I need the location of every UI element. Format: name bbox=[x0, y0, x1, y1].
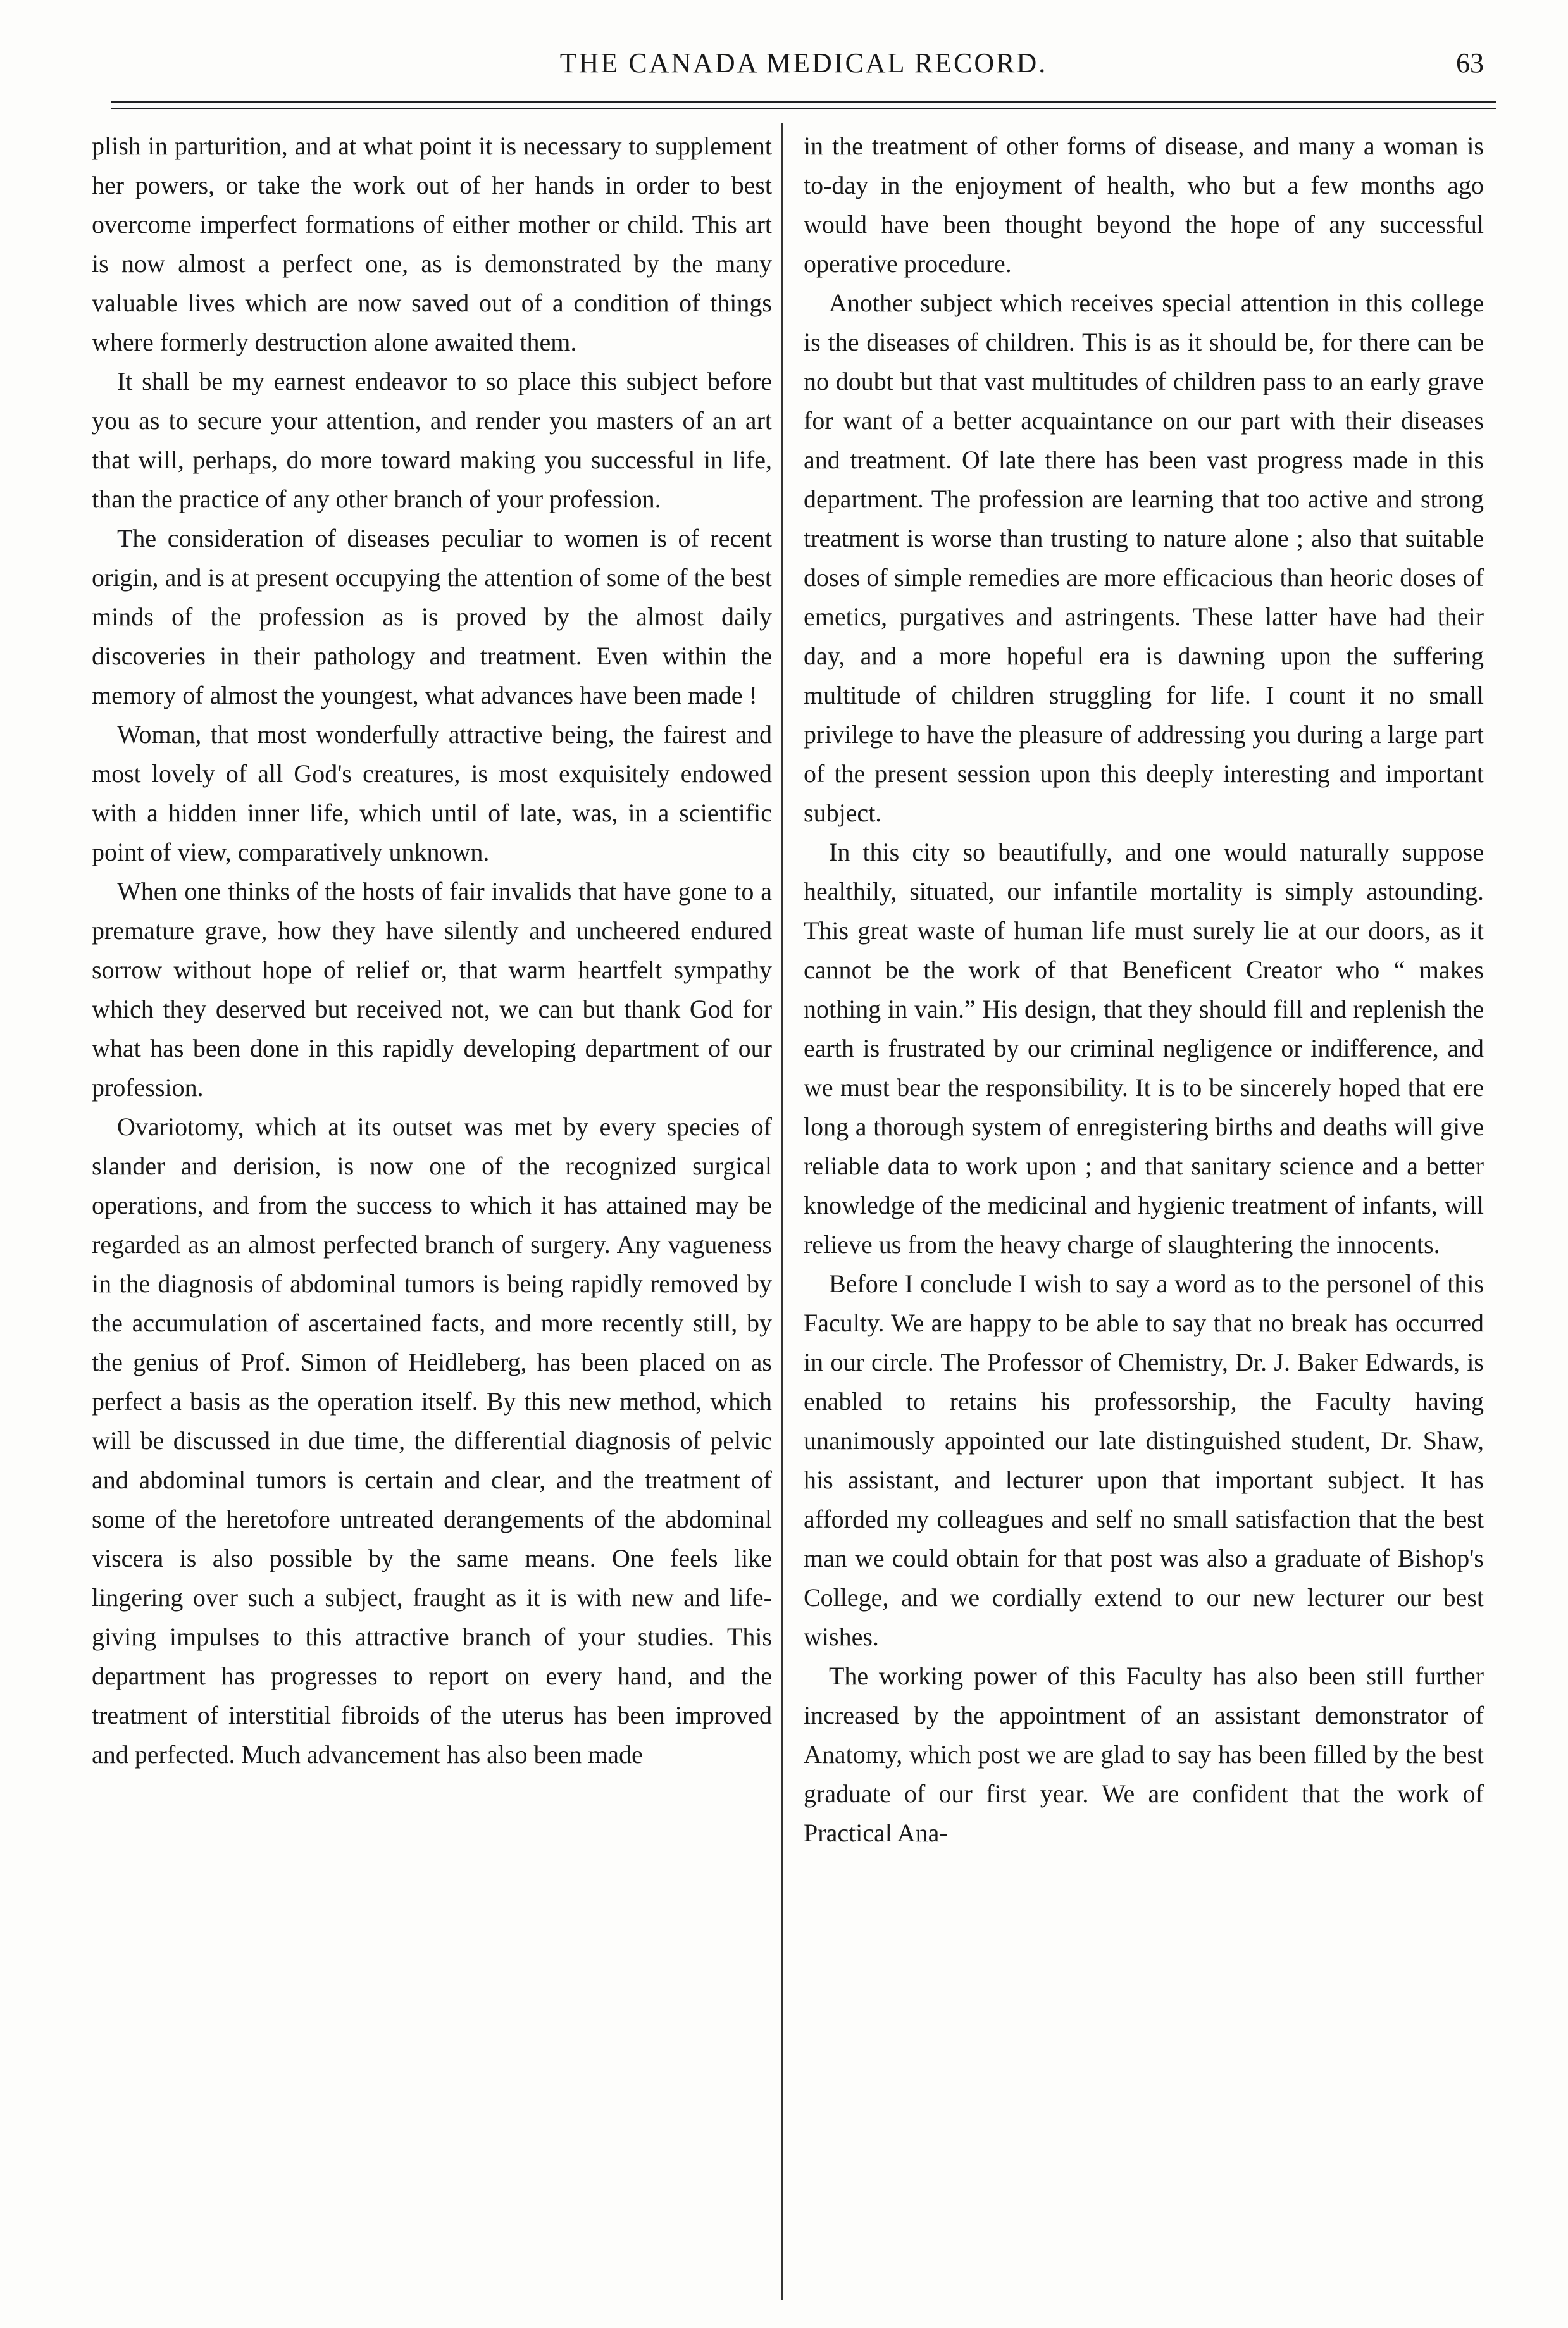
header-rule-top bbox=[111, 101, 1496, 103]
right-column bbox=[804, 127, 1484, 2297]
paragraph: In this city so beautifully, and one would naturally suppose healthily, situated, our infantile mortality is simply astounding. This great waste of human life must surely lie at our doors, as it cannot be the work of that Beneficent Creator who “ makes nothing in vain.” His design, that they should fill and replenish the earth is frustrated by our criminal negligence or indifference, and we must bear the responsibility. It is to be sincerely hoped that ere long a thorough system of enregistering births and deaths will give reliable data to work upon ; and that sanitary science and a better knowledge of the medicinal and hygienic treatment of infants, will relieve us from the heavy charge of slaughtering the innocents. bbox=[804, 838, 1484, 1259]
paragraph: Before I conclude I wish to say a word as to the personel of this Faculty. We are happy to be able to say that no break has occurred in our circle. The Professor of Chemistry, Dr. J. Baker Edwards, is enabled to retains his professorship, the Faculty having unanimously appointed our late distinguished student, Dr. Shaw, his assistant, and lecturer upon that important subject. It has afforded my colleagues and self no small satisfaction that the best man we could obtain for that post was also a graduate of Bishop's College, and we cordially extend to our new lecturer our best wishes. bbox=[804, 1269, 1484, 1651]
paragraph: When one thinks of the hosts of fair invalids that have gone to a premature grave, how they have silently and uncheered endured sorrow without hope of relief or, that warm heartfelt sympathy which they deserved but received not, we can but thank God for what has been done in this rapidly developing department of our profession. bbox=[92, 877, 772, 1102]
header-rule-bottom bbox=[111, 108, 1496, 109]
paragraph: in the treatment of other forms of disease, and many a woman is to-day in the enjoyment of health, who but a few months ago would have been thought beyond the hope of any successful operative procedure. bbox=[804, 132, 1484, 278]
paragraph: Another subject which receives special attention in this college is the diseases of children. This is as it should be, for there can be no doubt but that vast multitudes of children pass to an early grave for want of a better acquaintance on our part with their diseases and treatment. Of late there has been vast progress made in this department. The profession are learning that too active and strong treatment is worse than trusting to nature alone ; also that suitable doses of simple remedies are more efficacious than heoric doses of emetics, purgatives and astringents. These latter have had their day, and a more hopeful era is dawning upon the suffering multitude of children struggling for life. I count it no small privilege to have the pleasure of addressing you during a large part of the present session upon this deeply interesting and important subject. bbox=[804, 289, 1484, 827]
paragraph: The working power of this Faculty has also been still further increased by the appointment of an assistant demonstrator of Anatomy, which post we are glad to say has been filled by the best graduate of our first year. We are confident that the work of Practical Ana- bbox=[804, 1662, 1484, 1847]
paragraph: Ovariotomy, which at its outset was met by every species of slander and derision, is now one of the recognized surgical operations, and from the success to which it has attained may be regarded as an almost perfected branch of surgery. Any vagueness in the diagnosis of abdominal tumors is being rapidly removed by the accumulation of ascertained facts, and more recently still, by the genius of Prof. Simon of Heidleberg, has been placed on as perfect a basis as the operation itself. By this new method, which will be discussed in due time, the differential diagnosis of pelvic and abdominal tumors is certain and clear, and the treatment of some of the heretofore untreated derangements of the abdominal viscera is also possible by the same means. One feels like lingering over such a subject, fraught as it is with new and life-giving impulses to this attractive branch of your studies. This department has progresses to report on every hand, and the treatment of interstitial fibroids of the uterus has been improved and perfected. Much advancement has also been made bbox=[92, 1112, 772, 1769]
paragraph: Woman, that most wonderfully attractive being, the fairest and most lovely of all God's creatures, is most exquisitely endowed with a hidden inner life, which until of late, was, in a scientific point of view, comparatively unknown. bbox=[92, 720, 772, 866]
left-column bbox=[92, 127, 772, 2297]
paragraph: It shall be my earnest endeavor to so place this subject before you as to secure your attention, and render you masters of an art that will, perhaps, do more toward making you successful in life, than the practice of any other branch of your profession. bbox=[92, 367, 772, 513]
running-header bbox=[111, 44, 1496, 89]
column-divider bbox=[781, 123, 783, 2300]
journal-title: THE CANADA MEDICAL RECORD. bbox=[559, 47, 1048, 78]
page-number: 63 bbox=[1456, 47, 1484, 78]
paragraph: The consideration of diseases peculiar to women is of recent origin, and is at present occupying the attention of some of the best minds of the profession as is proved by the almost daily discoveries in their pathology and treatment. Even within the memory of almost the youngest, what advances have been made ! bbox=[92, 524, 772, 709]
paragraph: plish in parturition, and at what point it is necessary to supplement her powers, or take the work out of her hands in order to best overcome imperfect formations of either mother or child. This art is now almost a perfect one, as is demonstrated by the many valuable lives which are now saved out of a condition of things where formerly destruction alone awaited them. bbox=[92, 132, 772, 356]
